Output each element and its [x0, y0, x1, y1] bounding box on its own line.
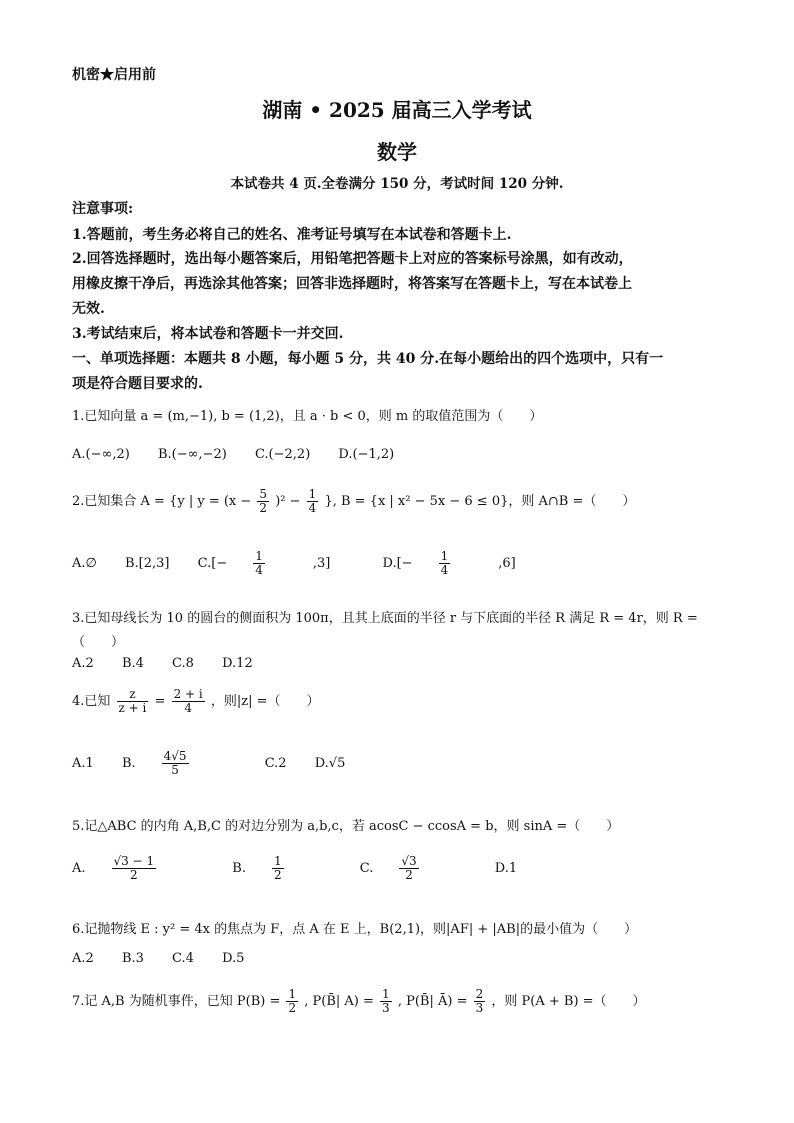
question-1: 1.已知向量 a = (m,−1), b = (1,2)，且 a · b < 0，则 m 的取值范围为（ ） [72, 409, 543, 424]
option-c: C.4 [172, 951, 194, 966]
note-line: 用橡皮擦干净后，再选涂其他答案；回答非选择题时，将答案写在答题卡上，写在本试卷上 [72, 276, 632, 292]
option-a: A. $\frac{√3 - 1}{2}$ [72, 854, 155, 883]
fraction: $\frac{z}{z + i}$ [118, 687, 147, 716]
question-5-options [72, 855, 541, 882]
subject-title: 数学 [377, 140, 417, 164]
option-c: C. $\frac{√3}{2}$ [359, 854, 417, 883]
option-c: C.8 [172, 656, 194, 671]
option-c: C.2 [264, 756, 287, 772]
option-b: B. $\frac{4√5}{5}$ [121, 749, 187, 778]
option-a: A.2 [72, 951, 94, 966]
section-heading-cont: 项是符合题目要求的. [72, 376, 203, 392]
notes-heading: 注意事项: [72, 201, 134, 217]
question-2-options [72, 550, 564, 577]
section-heading: 一、单项选择题：本题共 8 小题，每小题 5 分，共 40 分.在每小题给出的四个选项中，只有一 [72, 351, 664, 367]
note-line: 无效. [72, 301, 105, 317]
option-d: D.5 [222, 951, 245, 966]
question-7: 7.记 A,B 为随机事件，已知 P(B) = $\frac{1}{2}$ , P(B̄| A) = $\frac{1}{3}$ , P(B̄| Ā) = $\frac{2}{3}$ ，则 P(A + B) =（ ） [72, 987, 646, 1016]
question-1-options [72, 447, 418, 462]
option-d: D.(−1,2) [338, 447, 395, 462]
option-b: B. $\frac{1}{2}$ [232, 854, 282, 883]
fraction: $\frac{5}{2}$ [259, 487, 268, 516]
confidential-label: 机密★启用前 [72, 67, 156, 83]
option-a: A.1 [72, 756, 94, 772]
question-3-options [72, 656, 277, 671]
question-3-cont: （ ） [72, 635, 125, 650]
question-6: 6.记抛物线 E : y² = 4x 的焦点为 F，点 A 在 E 上，B(2,1)，则|AF| + |AB|的最小值为（ ） [72, 922, 638, 937]
option-a: A.(−∞,2) [72, 447, 130, 462]
option-a: A.2 [72, 656, 94, 671]
option-d: D.[− $\frac{1}{4}$ ,6] [382, 549, 516, 578]
option-b: B.(−∞,−2) [157, 447, 227, 462]
question-2: 2.已知集合 A = {y | y = (x − $\frac{5}{2}$ )² − $\frac{1}{4}$ }, B = {x | x² − 5x − 6 ≤ 0}，则 A∩B =（ ） [72, 487, 636, 516]
option-c: C.[− $\frac{1}{4}$ ,3] [197, 549, 331, 578]
question-6-options [72, 951, 268, 966]
option-d: D.12 [222, 656, 253, 671]
note-line: 1.答题前，考生务必将自己的姓名、准考证号填写在本试卷和答题卡上. [72, 227, 512, 243]
question-4-options [72, 750, 369, 777]
fraction: $\frac{1}{4}$ [308, 487, 317, 516]
option-d: D.√5 [314, 756, 346, 772]
option-d: D.1 [494, 861, 518, 877]
question-4: 4.已知 $\frac{z}{z + i}$ = $\frac{2 + i}{4}$ ，则|z| =（ ） [72, 687, 320, 716]
option-b: B.4 [121, 656, 144, 671]
option-b: B.3 [121, 951, 144, 966]
note-line: 3.考试结束后，将本试卷和答题卡一并交回. [72, 326, 344, 342]
option-c: C.(−2,2) [254, 447, 311, 462]
note-line: 2.回答选择题时，选出每小题答案后，用铅笔把答题卡上对应的答案标号涂黑，如有改动， [72, 251, 633, 267]
question-3: 3.已知母线长为 10 的圆台的侧面积为 100π，且其上底面的半径 r 与下底面的半径 R 满足 R = 4r，则 R = [72, 611, 698, 626]
option-a: A.∅ [72, 556, 97, 572]
fraction: $\frac{1}{3}$ [382, 987, 390, 1016]
exam-title: 湖南 • 2025 届高三入学考试 [262, 98, 532, 122]
fraction: $\frac{1}{2}$ [288, 987, 297, 1016]
fraction: $\frac{2 + i}{4}$ [173, 687, 203, 716]
exam-intro: 本试卷共 4 页.全卷满分 150 分，考试时间 120 分钟. [230, 176, 564, 192]
fraction: $\frac{2}{3}$ [475, 987, 484, 1016]
option-b: B.[2,3] [125, 556, 170, 572]
question-5: 5.记△ABC 的内角 A,B,C 的对边分别为 a,b,c，若 acosC − ccosA = b，则 sinA =（ ） [72, 819, 620, 834]
